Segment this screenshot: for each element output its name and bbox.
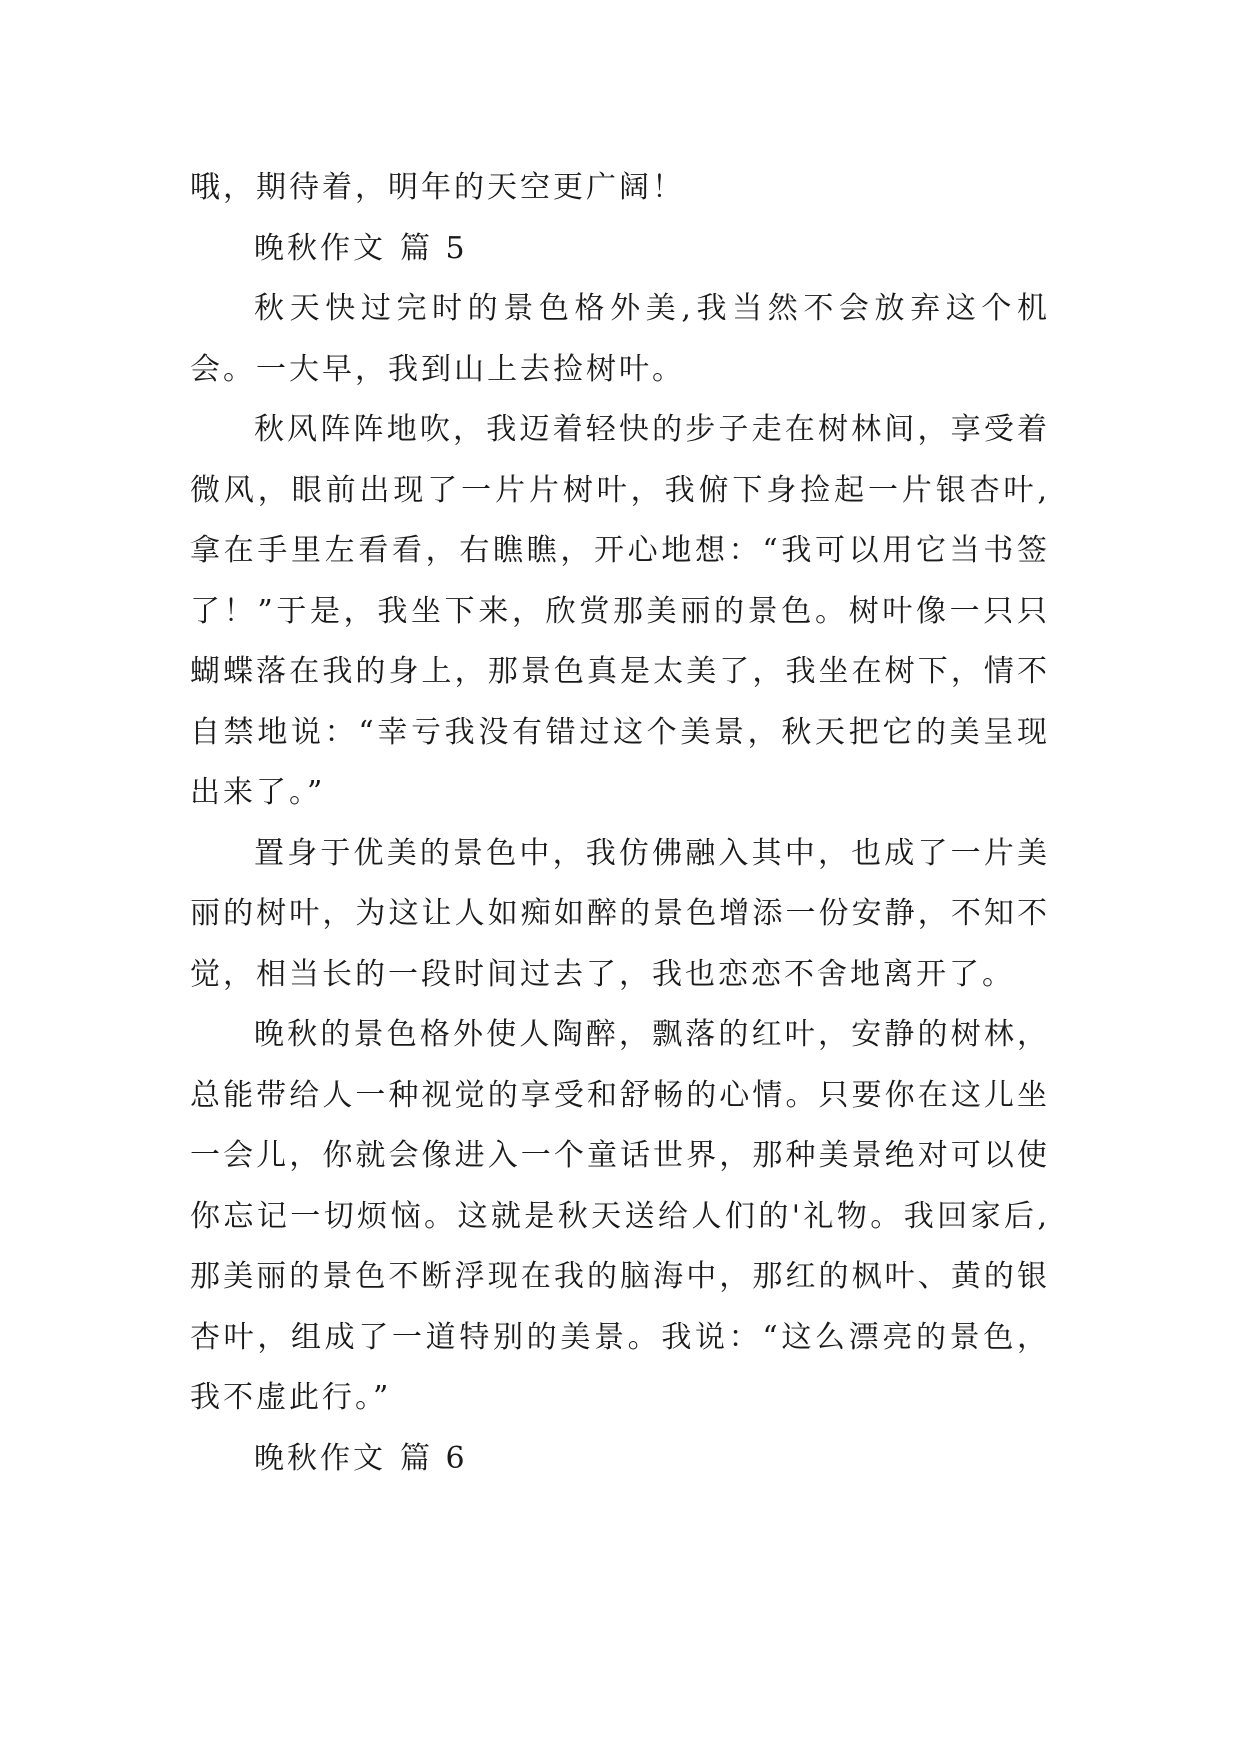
section-6-heading (190, 1429, 1050, 1490)
section-6-title: 晚秋作文 (254, 1440, 386, 1476)
section-5-heading (190, 219, 1050, 280)
document-body (190, 158, 1050, 1489)
section-5-paragraph-2: 秋风阵阵地吹，我迈着轻快的步子走在树林间，享受着微风，眼前出现了一片片树叶，我俯下身捡起一片银杏叶,拿在手里左看看，右瞧瞧，开心地想：“我可以用它当书签了！”于是，我坐下来，欣赏那美丽的景色。树叶像一只只蝴蝶落在我的身上，那景色真是太美了，我坐在树下，情不自禁地说：“幸亏我没有错过这个美景，秋天把它的美呈现出来了。” (190, 412, 1050, 810)
section-6-number: 篇 6 (400, 1440, 468, 1476)
section-5-title: 晚秋作文 (254, 230, 386, 266)
section-5-paragraph-4: 晚秋的景色格外使人陶醉，飘落的红叶，安静的树林，总能带给人一种视觉的享受和舒畅的心情。只要你在这儿坐一会儿，你就会像进入一个童话世界，那种美景绝对可以使你忘记一切烦恼。这就是秋天送给人们的'礼物。我回家后,那美丽的景色不断浮现在我的脑海中，那红的枫叶、黄的银杏叶，组成了一道特别的美景。我说：“这么漂亮的景色，我不虚此行。” (190, 1017, 1050, 1415)
section-5-number: 篇 5 (400, 230, 468, 266)
section-5-paragraph-3: 置身于优美的景色中，我仿佛融入其中，也成了一片美丽的树叶，为这让人如痴如醉的景色增添一份安静，不知不觉，相当长的一段时间过去了，我也恋恋不舍地离开了。 (190, 835, 1050, 992)
continuation-paragraph: 哦，期待着，明年的天空更广阔！ (190, 170, 685, 205)
section-5-paragraph-1: 秋天快过完时的景色格外美,我当然不会放弃这个机会。一大早，我到山上去捡树叶。 (190, 291, 1050, 387)
